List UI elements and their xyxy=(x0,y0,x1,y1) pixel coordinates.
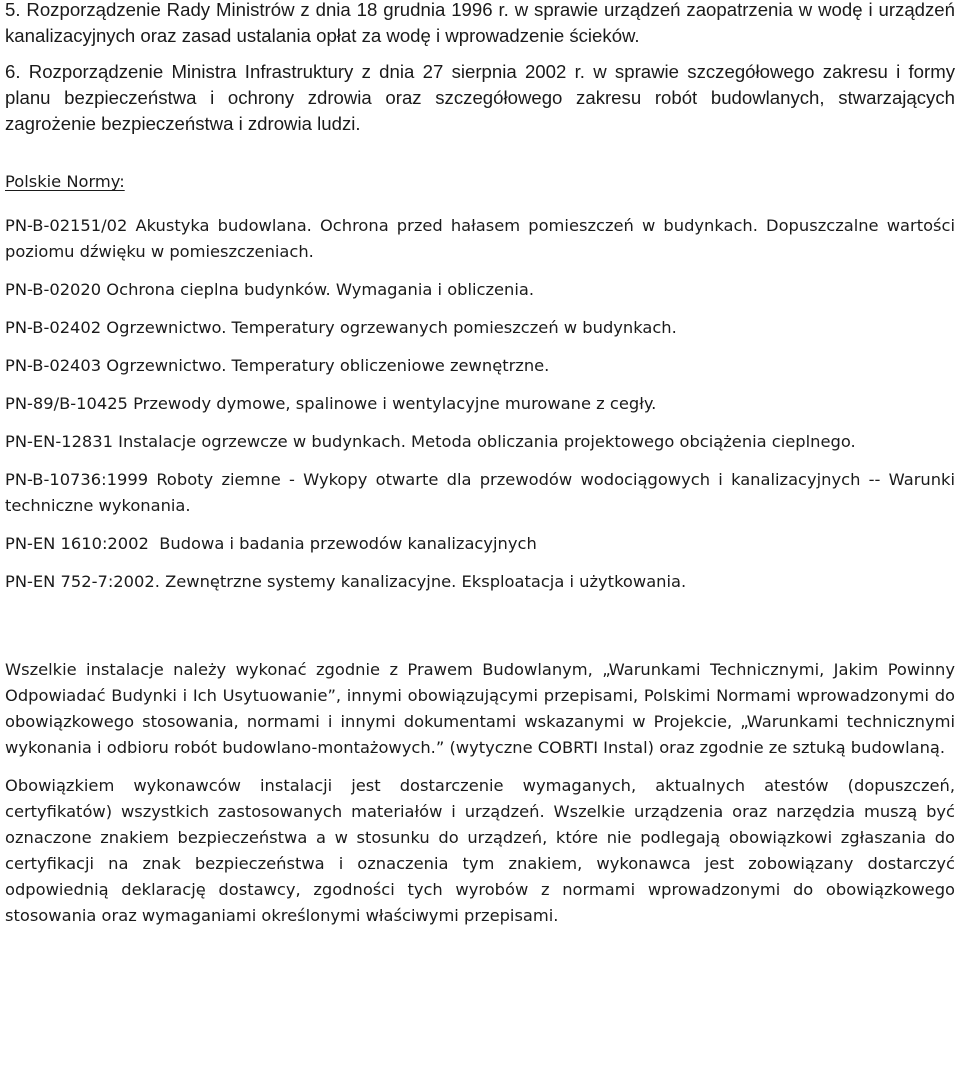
regulation-item-5: 5. Rozporządzenie Rady Ministrów z dnia 18 grudnia 1996 r. w sprawie urządzeń zaopatrzenia w wodę i urządzeń kanalizacyjnych oraz zasad ustalania opłat za wodę i wprowadzenie ścieków. xyxy=(5,0,955,46)
norm-item: PN-B-10736:1999 Roboty ziemne - Wykopy otwarte dla przewodów wodociągowych i kanalizacyjnych -- Warunki techniczne wykonania. xyxy=(5,470,955,515)
installation-requirements-paragraph: Wszelkie instalacje należy wykonać zgodnie z Prawem Budowlanym, „Warunkami Technicznymi, Jakim Powinny Odpowiadać Budynki i Ich Usytuowanie”, innymi obowiązującymi przepisami, Polskimi Normami wprowadzonymi do obowiązkowego stosowania, normami i innymi dokumentami wskazanymi w Projekcie, „Warunkami technicznymi wykonania i odbioru robót budowlano-montażowych.” (wytyczne COBRTI Instal) oraz zgodnie ze sztuką budowlaną. xyxy=(5,660,955,757)
regulation-item-6: 6. Rozporządzenie Ministra Infrastruktury z dnia 27 sierpnia 2002 r. w sprawie szczegółowego zakresu i formy planu bezpieczeństwa i ochrony zdrowia oraz szczegółowego zakresu robót budowlanych, stwarzających zagrożenie bezpieczeństwa i zdrowia ludzi. xyxy=(5,61,955,134)
norm-item: PN-B-02403 Ogrzewnictwo. Temperatury obliczeniowe zewnętrzne. xyxy=(5,356,550,375)
norms-heading: Polskie Normy: xyxy=(5,172,125,191)
norm-item: PN-B-02020 Ochrona cieplna budynków. Wymagania i obliczenia. xyxy=(5,280,535,299)
norm-item: PN-EN 1610:2002 Budowa i badania przewodów kanalizacyjnych xyxy=(5,534,537,553)
norm-item: PN-B-02402 Ogrzewnictwo. Temperatury ogrzewanych pomieszczeń w budynkach. xyxy=(5,318,677,337)
norm-item: PN-EN 752-7:2002. Zewnętrzne systemy kanalizacyjne. Eksploatacja i użytkowania. xyxy=(5,572,687,591)
norm-item: PN-B-02151/02 Akustyka budowlana. Ochrona przed hałasem pomieszczeń w budynkach. Dopuszczalne wartości poziomu dźwięku w pomieszczeniach. xyxy=(5,216,955,261)
norm-item: PN-89/B-10425 Przewody dymowe, spalinowe i wentylacyjne murowane z cegły. xyxy=(5,394,657,413)
norm-item: PN-EN-12831 Instalacje ogrzewcze w budynkach. Metoda obliczania projektowego obciążenia cieplnego. xyxy=(5,432,856,451)
document-page xyxy=(5,0,955,929)
contractor-obligations-paragraph: Obowiązkiem wykonawców instalacji jest dostarczenie wymaganych, aktualnych atestów (dopuszczeń, certyfikatów) wszystkich zastosowanych materiałów i urządzeń. Wszelkie urządzenia oraz narzędzia muszą być oznaczone znakiem bezpieczeństwa a w stosunku do urządzeń, które nie podlegają obowiązkowi zgłaszania do certyfikacji na znak bezpieczeństwa i oznaczenia tym znakiem, wykonawca jest zobowiązany dostarczyć odpowiednią deklarację dostawcy, zgodności tych wyrobów z normami wprowadzonymi do obowiązkowego stosowania oraz wymaganiami określonymi właściwymi przepisami. xyxy=(5,776,955,925)
